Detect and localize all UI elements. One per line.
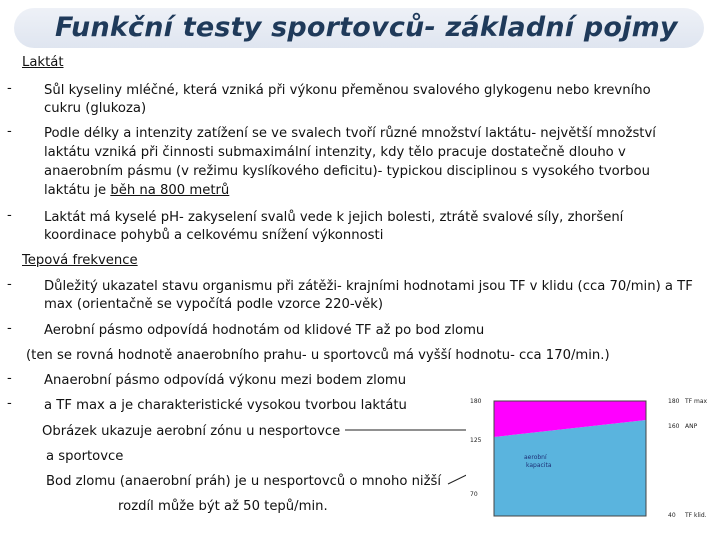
- tf-paragraph-3: Bod zlomu (anaerobní práh) je u nesportovců o mnoho nižší: [46, 474, 442, 489]
- laktat-heading: Laktát: [22, 55, 64, 70]
- tf-paragraph-4: rozdíl může být až 50 tepů/min.: [118, 499, 328, 514]
- laktat-bullet-2-line-3: anaerobním pásmu (v režimu kyslíkového deficitu)- typickou disciplinou s vysokého tvorbou: [44, 164, 650, 179]
- heart-rate-zone-chart: [466, 392, 714, 526]
- laktat-bullet-1-line-2: cukru (glukoza): [44, 101, 147, 116]
- tf-bullet-1-line-2: max (orientačně se vypočítá podle vzorce 220-věk): [44, 297, 383, 312]
- right-tick-label: 160: [668, 423, 680, 430]
- tf-paragraph-2: a sportovce: [46, 449, 124, 464]
- right-tick-label: 180: [668, 398, 680, 405]
- bullet-dash: -: [7, 277, 12, 292]
- laktat-bullet-2-line-4: [44, 181, 229, 200]
- bullet-dash: -: [7, 208, 12, 223]
- laktat-bullet-2-line-1: Podle délky a intenzity zatížení se ve svalech tvoří různé množství laktátu- největší množství: [44, 126, 656, 141]
- laktat-bullet-2-line-4-text: laktátu je: [44, 183, 111, 198]
- tf-bullet-2: Aerobní pásmo odpovídá hodnotám od klidové TF až po bod zlomu: [44, 323, 485, 338]
- laktat-bullet-1-line-1: Sůl kyseliny mléčné, která vzniká při výkonu přeměnou svalového glykogenu nebo krevního: [44, 83, 651, 98]
- tf-bullet-2-continuation: (ten se rovná hodnotě anaerobního prahu- u sportovců má vyšší hodnotu- cca 170/min.): [26, 348, 610, 363]
- laktat-bullet-3-line-2: koordinace pohybů a celkovému snížení výkonnosti: [44, 228, 384, 243]
- right-tick-label: 40: [668, 512, 676, 519]
- right-series-label: ANP: [685, 423, 698, 430]
- bullet-dash: -: [7, 371, 12, 386]
- laktat-bullet-2-line-2: laktátu vzniká při činnosti submaximální intenzity, kdy tělo pracuje dostatečně dlouho v: [44, 145, 626, 160]
- zone-label: aerobní: [524, 454, 547, 461]
- title-area: [0, 0, 720, 50]
- tf-paragraph-1: Obrázek ukazuje aerobní zónu u nesportovce: [42, 424, 341, 439]
- right-series-label: TF max: [685, 398, 708, 405]
- tf-bullet-3: Anaerobní pásmo odpovídá výkonu mezi bodem zlomu: [44, 373, 407, 388]
- laktat-bullet-3-line-1: Laktát má kyselé pH- zakyselení svalů vede k jejich bolesti, ztrátě svalové síly, zhoršení: [44, 210, 624, 225]
- page-title: Funkční testy sportovců- základní pojmy: [55, 12, 678, 43]
- left-tick-label: 70: [470, 491, 478, 498]
- left-tick-label: 180: [470, 398, 482, 405]
- tf-heading: Tepová frekvence: [22, 253, 138, 268]
- right-series-label: TF klid.: [685, 512, 707, 519]
- bullet-dash: -: [7, 321, 12, 336]
- bullet-dash: -: [7, 396, 12, 411]
- left-tick-label: 125: [470, 437, 482, 444]
- tf-bullet-1-line-1: Důležitý ukazatel stavu organismu při zátěži- krajními hodnotami jsou TF v klidu (cca 70/min) a TF: [44, 279, 693, 294]
- tf-bullet-4: a TF max a je charakteristické vysokou tvorbou laktátu: [44, 398, 407, 413]
- chart-svg: [466, 392, 714, 526]
- laktat-underlined-phrase: běh na 800 metrů: [110, 183, 230, 198]
- bullet-dash: -: [7, 81, 12, 96]
- bullet-dash: -: [7, 124, 12, 139]
- zone-label: kapacita: [526, 462, 552, 469]
